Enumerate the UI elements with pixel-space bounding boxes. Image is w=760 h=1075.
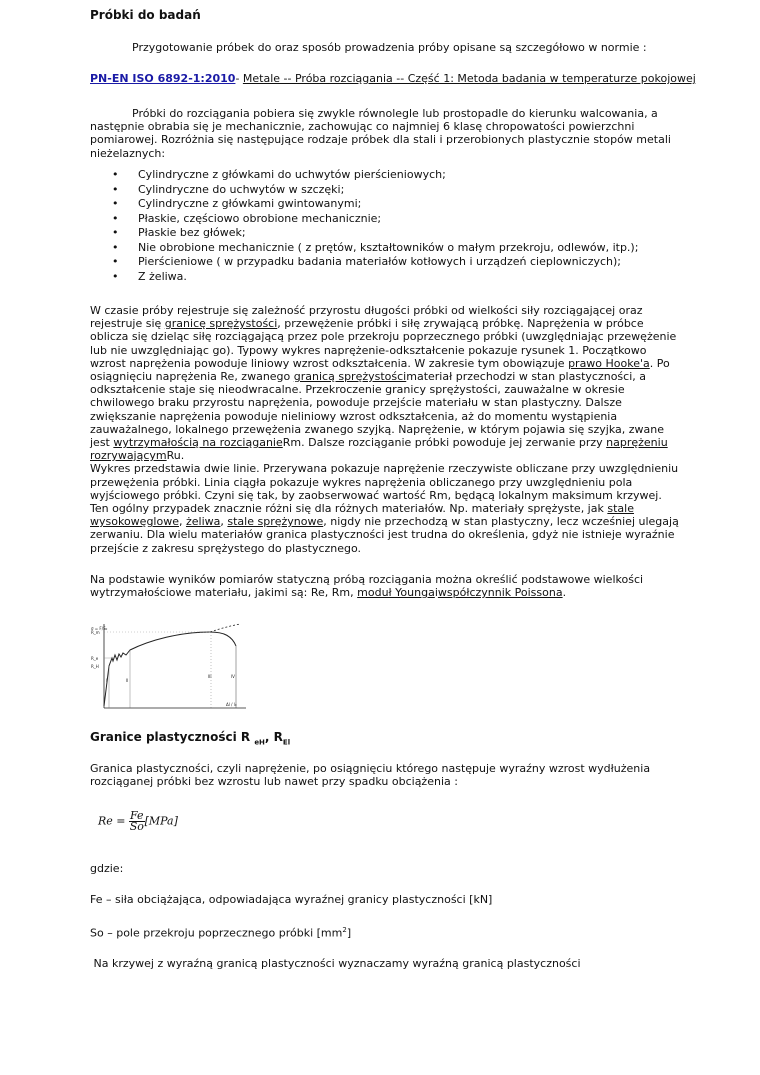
test-description-block <box>90 304 682 555</box>
list-item: • Płaskie bez główek; <box>90 226 680 241</box>
text-run: , <box>178 515 186 529</box>
text-run: ] <box>346 926 352 940</box>
standard-title-link[interactable]: Metale -- Próba rozciągania -- Część 1: Metoda badania w temperaturze pokojowej <box>242 72 696 85</box>
list-item: • Pierścieniowe ( w przypadku badania materiałów kotłowych i urządzeń cieplowniczych); <box>90 255 680 270</box>
link-prawo-hookea[interactable]: prawo Hooke'a <box>568 356 650 370</box>
link-zeliwa[interactable]: żeliwa <box>185 515 221 529</box>
where-label: gdzie: <box>90 862 124 875</box>
engineering-curve <box>104 632 236 706</box>
text-run: Ru. <box>166 449 185 463</box>
formula-denominator: So <box>129 820 144 833</box>
section-title-probki: Próbki do badań <box>90 8 201 22</box>
link-wspolczynnik-poissona[interactable]: współczynnik Poissona <box>437 586 563 600</box>
definition-fe: Fe – siła obciążająca, odpowiadająca wyraźnej granicy plastyczności [kN] <box>90 893 493 906</box>
paragraph-properties <box>90 573 680 599</box>
zone-label-1: I <box>106 678 108 683</box>
text-run: So – pole przekroju poprzecznego próbki [mm <box>90 926 343 940</box>
list-item: • Nie obrobione mechanicznie ( z prętów, kształtowników o małym przekroju, odlewów, itp.); <box>90 241 680 256</box>
title-subscript-el: El <box>282 738 291 747</box>
link-wytrzymalosc[interactable]: wytrzymałością na rozciąganie <box>113 436 283 450</box>
link-stale-wysokoweglowe[interactable]: stale wysokowęglowe <box>90 502 634 529</box>
stress-strain-figure <box>90 620 250 712</box>
zone-label-4: IV <box>231 674 235 679</box>
y-label-rm: R_m <box>91 630 100 635</box>
formula-numerator: Fe <box>130 809 144 822</box>
title-separator: , R <box>264 730 283 744</box>
list-item: • Płaskie, częściowo obrobione mechanicznie; <box>90 212 680 227</box>
true-stress-curve <box>210 624 240 632</box>
superscript: 2 <box>342 926 347 934</box>
list-item: • Cylindryczne do uchwytów w szczęki; <box>90 183 680 198</box>
formula-fraction <box>129 811 145 832</box>
text-run: materiał przechodzi w stan plastyczności, a odkształcenie staje się nieodwracalne. Przekroczenie granicy sprężystości, zauważalne w okresie chwilowego braku przyrostu naprężenia, powoduje przejście materiału w stan plastyczny. Dalsze zwiększanie naprężenia powoduje nieliniowy wzrost odkształcenia, aż do momentu wystąpienia zauważalnego, lokalnego przewężenia zwanego szyjką. Naprężenie, w którym pojawia się szyjka, zwane jest <box>90 370 665 450</box>
section-title-granice <box>90 731 290 750</box>
text-run: Rm. Dalsze rozciąganie próbki powoduje jej zerwanie przy <box>282 436 607 450</box>
intro-text: Przygotowanie próbek do oraz sposób prowadzenia próby opisane są szczegółowo w normie : <box>132 41 647 54</box>
list-item: • Z żeliwa. <box>90 270 680 285</box>
zone-label-3: III <box>208 674 212 679</box>
link-modul-younga[interactable]: moduł Younga <box>357 586 435 600</box>
x-axis-label: Δl / l₀ <box>226 702 237 707</box>
formula-lhs: Re = <box>98 814 126 828</box>
list-item: • Cylindryczne z główkami gwintowanymi; <box>90 197 680 212</box>
y-label-sigma: σ = F/S₀ <box>91 626 108 631</box>
list-item: • Cylindryczne z główkami do uchwytów pierścieniowych; <box>90 168 680 183</box>
paragraph-materials <box>90 502 682 555</box>
definition-so <box>90 924 680 940</box>
formula-unit: [MPa] <box>144 814 178 828</box>
text-run: W czasie próby rejestruje się zależność przyrostu długości próbki od wielkości siły rozciągającej oraz rejestruje się <box>90 304 643 331</box>
text-run: Na podstawie wyników pomiarów statyczną próbą rozciągania można określić podstawowe wielkości wytrzymałościowe materiału, jakimi są: Re, Rm, <box>90 573 644 600</box>
text-run: Ten ogólny przypadek znacznie różni się dla różnych materiałów. Np. materiały sprężyste, jak <box>90 502 608 516</box>
zone-label-2: II <box>126 678 129 683</box>
yield-definition: Granica plastyczności, czyli naprężenie, po osiągnięciu którego następuje wyraźny wzrost wydłużenia rozciąganej próbki bez wzrostu lub nawet przy spadku obciążenia : <box>90 762 651 789</box>
link-granica-sprezystosci-2[interactable]: granicą sprężystości <box>293 370 407 384</box>
link-stale-sprezynowe[interactable]: stale sprężynowe <box>227 515 324 529</box>
yield-formula <box>98 811 178 832</box>
specimen-paragraph: Próbki do rozciągania pobiera się zwykle równolegle lub prostopadle do kierunku walcowania, a następnie obrabia się je mechanicznie, zachowując co najmniej 6 klasę chropowatości powierzchni pomiarowej. Rozróżnia się następujące rodzaje próbek dla stali i przerobionych plastycznie stopów metali nieżelaznych: <box>90 107 671 160</box>
standard-separator: - <box>235 72 243 85</box>
standard-reference <box>90 72 696 85</box>
text-run: . Po osiągnięciu naprężenia Re, zwanego <box>90 356 670 384</box>
standard-code-link[interactable]: PN-EN ISO 6892-1:2010 <box>90 72 236 85</box>
specimen-types-list <box>90 168 680 284</box>
link-granica-sprezystosci[interactable]: granicę sprężystości <box>164 317 278 331</box>
y-label-re: R_e <box>91 656 99 661</box>
paragraph-chart-lines: Wykres przedstawia dwie linie. Przerywana pokazuje naprężenie rzeczywiste obliczane przy uwzględnieniu przewężenia próbki. Linia ciągła pokazuje wykres naprężenia obliczanego przy uwzględnieniu pola wyjściowego próbki. Czyni się tak, by zaobserwować wartość Rm, będącą lokalnym maksimum krzywej. <box>90 462 679 502</box>
closing-sentence: Na krzywej z wyraźną granicą plastyczności wyznaczamy wyraźną granicą plastyczności <box>90 957 581 970</box>
y-label-rh: R_H <box>91 664 99 669</box>
paragraph-procedure <box>90 304 682 462</box>
text-run: , <box>220 515 228 529</box>
text-run: . <box>562 586 567 600</box>
text-run: , nigdy nie przechodzą w stan plastyczny, lecz wcześniej ulegają zerwaniu. Dla wielu materiałów granica plastyczności jest trudna do określenia, gdyż nie istnieje wyraźnie przejście z zakresu sprężystego do plastycznego. <box>90 515 679 555</box>
text-run: , przewężenie próbki i siłę zrywającą próbkę. Naprężenia w próbce oblicza się dzieląc siłę rozciągającą przez pole przekroju poprzecznego próbki (uwzględniając przewężenie lub nie uwzględniając go). Typowy wykres naprężenie-odkształcenie pokazuje rysunek 1. Początkowo wzrost naprężenia powoduje liniowy wzrost odkształcenia. W zakresie tym obowiązuje <box>90 317 677 370</box>
title-text: Granice plastyczności R <box>90 730 251 744</box>
text-run: i <box>434 586 438 600</box>
title-subscript-eh: eH <box>254 738 265 747</box>
link-naprezenie-rozrywajace[interactable]: naprężeniu rozrywającym <box>90 436 668 463</box>
